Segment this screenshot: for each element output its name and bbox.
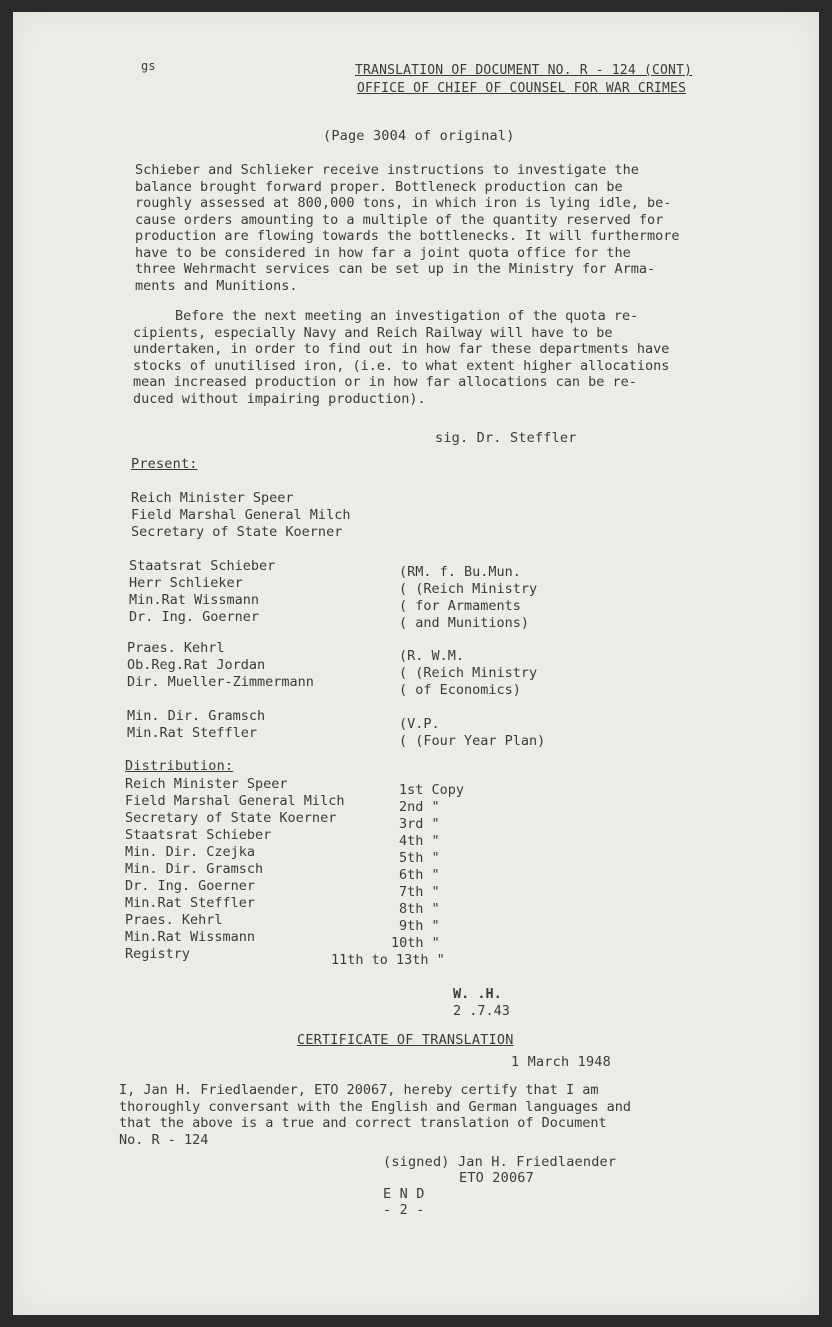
certificate-eto: ETO 20067 <box>459 1170 534 1186</box>
certificate-title: CERTIFICATE OF TRANSLATION <box>297 1032 514 1048</box>
present-name: Reich Minister Speer <box>131 490 294 506</box>
paragraph-2-line: cipients, especially Navy and Reich Railway will have to be <box>133 324 613 341</box>
paragraph-1 <box>135 162 695 294</box>
distribution-names <box>125 776 344 963</box>
certificate-date: 1 March 1948 <box>511 1054 611 1070</box>
certificate-body <box>119 1082 679 1148</box>
distribution-name: Min. Dir. Czejka <box>125 844 256 860</box>
present-label: Present: <box>131 456 198 472</box>
org-line: ( (Reich Ministry <box>399 665 538 681</box>
distribution-copy: 4th " <box>399 833 440 849</box>
org-line: ( for Armaments <box>399 598 521 614</box>
initials-line: W. .H. <box>453 986 502 1002</box>
distribution-name: Staatsrat Schieber <box>125 827 272 843</box>
present-group-2-org <box>399 564 537 632</box>
paragraph-1-line: roughly assessed at 800,000 tons, in which iron is lying idle, be- <box>135 195 672 211</box>
present-name: Min. Dir. Gramsch <box>127 708 266 724</box>
distribution-copy: 11th to 13th " <box>331 952 445 968</box>
distribution-name: Min. Dir. Gramsch <box>125 861 264 877</box>
paragraph-2-line: stocks of unutilised iron, (i.e. to what extent higher allocations <box>133 357 670 374</box>
certificate-signed: (signed) Jan H. Friedlaender <box>383 1154 617 1170</box>
org-line: (R. W.M. <box>399 648 465 664</box>
org-line: ( (Reich Ministry <box>399 581 538 597</box>
present-name: Min.Rat Steffler <box>127 725 258 741</box>
distribution-copy: 8th " <box>399 901 440 917</box>
distribution-name: Reich Minister Speer <box>125 776 288 792</box>
present-name: Secretary of State Koerner <box>131 524 343 540</box>
distribution-label: Distribution: <box>125 758 234 774</box>
org-line: (RM. f. Bu.Mun. <box>399 564 521 580</box>
present-group-4-org <box>399 716 545 750</box>
typist-initials: gs <box>141 59 156 73</box>
paragraph-1-line: Schieber and Schlieker receive instructions to investigate the <box>135 162 639 178</box>
distribution-copy: 1st Copy <box>399 782 465 798</box>
present-group-1 <box>131 490 350 541</box>
present-name: Dr. Ing. Goerner <box>129 609 260 625</box>
distribution-copy: 5th " <box>399 850 440 866</box>
signature: sig. Dr. Steffler <box>435 430 577 446</box>
distribution-copy: 3rd " <box>399 816 440 832</box>
present-group-3-names <box>127 640 314 691</box>
distribution-name: Registry <box>125 946 191 962</box>
paragraph-2-line: Before the next meeting an investigation of the quota re- <box>175 308 639 324</box>
present-group-3-org <box>399 648 537 699</box>
paragraph-2 <box>133 308 693 407</box>
present-name: Ob.Reg.Rat Jordan <box>127 657 266 673</box>
distribution-copy: 2nd " <box>399 799 440 815</box>
org-line: ( of Economics) <box>399 682 521 698</box>
certificate-line: thoroughly conversant with the English and German languages and <box>119 1098 632 1115</box>
distribution-name: Field Marshal General Milch <box>125 793 345 809</box>
present-name: Staatsrat Schieber <box>129 558 276 574</box>
distribution-name: Min.Rat Wissmann <box>125 929 256 945</box>
paragraph-2-line: mean increased production or in how far allocations can be re- <box>133 374 637 390</box>
distribution-copy: 10th " <box>391 935 440 951</box>
present-name: Dir. Mueller-Zimmermann <box>127 674 314 690</box>
paragraph-1-line: ments and Munitions. <box>135 277 298 294</box>
paragraph-1-line: balance brought forward proper. Bottleneck production can be <box>135 178 623 195</box>
initials-block <box>453 986 510 1020</box>
present-name: Min.Rat Wissmann <box>129 592 260 608</box>
page-note: (Page 3004 of original) <box>323 128 515 144</box>
header-line-2: OFFICE OF CHIEF OF COUNSEL FOR WAR CRIMES <box>357 81 687 96</box>
document-page <box>13 12 819 1315</box>
paragraph-1-line: production are flowing towards the bottlenecks. It will furthermore <box>135 228 680 244</box>
org-line: ( and Munitions) <box>399 615 530 631</box>
present-group-2-names <box>129 558 275 626</box>
page-number: - 2 - <box>383 1202 425 1218</box>
initials-date: 2 .7.43 <box>453 1003 510 1019</box>
paragraph-1-line: three Wehrmacht services can be set up in the Ministry for Arma- <box>135 261 656 277</box>
present-group-4-names <box>127 708 265 742</box>
present-name: Herr Schlieker <box>129 575 243 591</box>
distribution-copy: 7th " <box>399 884 440 900</box>
present-name: Field Marshal General Milch <box>131 507 351 523</box>
paragraph-1-line: cause orders amounting to a multiple of the quantity reserved for <box>135 211 664 228</box>
certificate-line: No. R - 124 <box>119 1131 209 1148</box>
paragraph-1-line: have to be considered in how far a joint quota office for the <box>135 244 631 261</box>
distribution-name: Min.Rat Steffler <box>125 895 256 911</box>
distribution-name: Dr. Ing. Goerner <box>125 878 256 894</box>
distribution-copies <box>331 782 464 969</box>
distribution-name: Praes. Kehrl <box>125 912 223 928</box>
header-line-1: TRANSLATION OF DOCUMENT NO. R - 124 (CONT) <box>355 63 693 78</box>
org-line: ( (Four Year Plan) <box>399 733 546 749</box>
distribution-copy: 9th " <box>399 918 440 934</box>
end-marker: E N D <box>383 1186 425 1202</box>
paragraph-2-line: duced without impairing production). <box>133 390 426 407</box>
paragraph-2-line: undertaken, in order to find out in how far these departments have <box>133 341 670 357</box>
present-name: Praes. Kehrl <box>127 640 225 656</box>
certificate-line: I, Jan H. Friedlaender, ETO 20067, hereby certify that I am <box>119 1082 599 1098</box>
org-line: (V.P. <box>399 716 440 732</box>
distribution-copy: 6th " <box>399 867 440 883</box>
certificate-line: that the above is a true and correct translation of Document <box>119 1115 607 1131</box>
distribution-name: Secretary of State Koerner <box>125 810 337 826</box>
